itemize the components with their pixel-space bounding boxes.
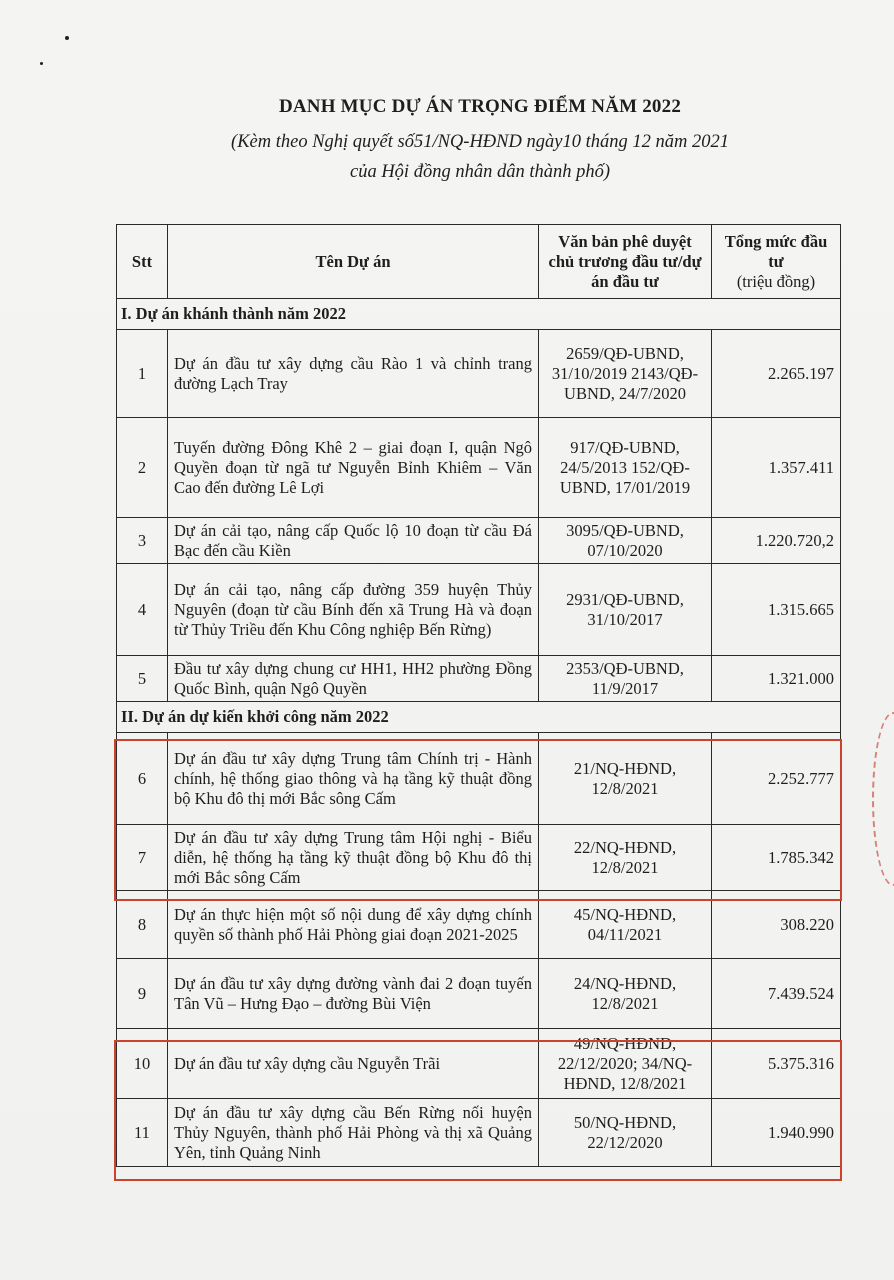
row-name: Dự án cải tạo, nâng cấp đường 359 huyện Thủy Nguyên (đoạn từ cầu Bính đến xã Trung Hà và đoạn từ Thủy Triều đến Khu Công nghiệp Bến Rừng) — [168, 564, 539, 656]
project-table — [116, 224, 841, 1167]
row-stt: 8 — [117, 891, 168, 959]
row-total: 1.785.342 — [712, 825, 841, 891]
row-total: 2.265.197 — [712, 330, 841, 418]
highlight-box-rows-10-11 — [114, 1040, 842, 1181]
header-stt: Stt — [117, 225, 168, 299]
row-approval: 49/NQ-HĐND, 22/12/2020; 34/NQ-HĐND, 12/8/2021 — [539, 1029, 712, 1099]
row-total: 1.315.665 — [712, 564, 841, 656]
table-row — [117, 330, 841, 418]
row-stt: 7 — [117, 825, 168, 891]
table-row — [117, 418, 841, 518]
row-approval: 3095/QĐ-UBND, 07/10/2020 — [539, 518, 712, 564]
row-approval: 2931/QĐ-UBND, 31/10/2017 — [539, 564, 712, 656]
row-stt: 9 — [117, 959, 168, 1029]
section-row — [117, 702, 841, 733]
section-heading-1: I. Dự án khánh thành năm 2022 — [117, 299, 841, 330]
row-stt: 11 — [117, 1099, 168, 1167]
table-row — [117, 959, 841, 1029]
header-total-unit: (triệu đồng) — [736, 271, 816, 291]
row-total: 308.220 — [712, 891, 841, 959]
row-stt: 1 — [117, 330, 168, 418]
row-name: Dự án đầu tư xây dựng cầu Nguyễn Trãi — [168, 1029, 539, 1099]
row-name: Dự án đầu tư xây dựng đường vành đai 2 đoạn tuyến Tân Vũ – Hưng Đạo – đường Bùi Viện — [168, 959, 539, 1029]
row-approval: 917/QĐ-UBND, 24/5/2013 152/QĐ-UBND, 17/01/2019 — [539, 418, 712, 518]
row-name: Dự án đầu tư xây dựng cầu Bến Rừng nối huyện Thủy Nguyên, thành phố Hải Phòng và thị xã Quảng Yên, tỉnh Quảng Ninh — [168, 1099, 539, 1167]
document-subtitle-line2: của Hội đồng nhân dân thành phố) — [349, 162, 610, 182]
row-total: 1.940.990 — [712, 1099, 841, 1167]
row-total: 1.220.720,2 — [712, 518, 841, 564]
row-approval: 24/NQ-HĐND, 12/8/2021 — [539, 959, 712, 1029]
row-stt: 4 — [117, 564, 168, 656]
row-total: 5.375.316 — [712, 1029, 841, 1099]
row-stt: 10 — [117, 1029, 168, 1099]
table-row — [117, 518, 841, 564]
highlight-box-rows-6-7 — [114, 739, 842, 901]
document-title: DANH MỤC DỰ ÁN TRỌNG ĐIỂM NĂM 2022 — [278, 96, 682, 117]
table-header-row — [117, 225, 841, 299]
header-name: Tên Dự án — [168, 225, 539, 299]
header-total — [712, 225, 841, 299]
row-approval: 45/NQ-HĐND, 04/11/2021 — [539, 891, 712, 959]
ink-speck — [65, 36, 69, 40]
section-heading-2: II. Dự án dự kiến khởi công năm 2022 — [117, 702, 841, 733]
section-row — [117, 299, 841, 330]
row-stt: 5 — [117, 656, 168, 702]
row-total: 1.357.411 — [712, 418, 841, 518]
row-approval: 22/NQ-HĐND, 12/8/2021 — [539, 825, 712, 891]
row-name: Đầu tư xây dựng chung cư HH1, HH2 phường Đồng Quốc Bình, quận Ngô Quyền — [168, 656, 539, 702]
red-stamp-edge — [872, 712, 894, 886]
row-name: Dự án đầu tư xây dựng Trung tâm Chính trị - Hành chính, hệ thống giao thông và hạ tầng kỹ thuật đồng bộ Khu đô thị mới Bắc sông Cấm — [168, 733, 539, 825]
row-stt: 6 — [117, 733, 168, 825]
row-total: 7.439.524 — [712, 959, 841, 1029]
row-approval: 21/NQ-HĐND, 12/8/2021 — [539, 733, 712, 825]
row-stt: 2 — [117, 418, 168, 518]
row-total: 2.252.777 — [712, 733, 841, 825]
table-row — [117, 564, 841, 656]
document-subtitle-line1: (Kèm theo Nghị quyết số51/NQ-HĐND ngày10 tháng 12 năm 2021 — [231, 132, 729, 152]
header-total-label: Tổng mức đầu tư — [724, 231, 828, 271]
row-name: Dự án đầu tư xây dựng cầu Rào 1 và chỉnh trang đường Lạch Tray — [168, 330, 539, 418]
table-row — [117, 656, 841, 702]
row-name: Dự án thực hiện một số nội dung để xây dựng chính quyền số thành phố Hải Phòng giai đoạn 2021-2025 — [168, 891, 539, 959]
row-total: 1.321.000 — [712, 656, 841, 702]
row-name: Dự án cải tạo, nâng cấp Quốc lộ 10 đoạn từ cầu Đá Bạc đến cầu Kiền — [168, 518, 539, 564]
row-name: Tuyến đường Đông Khê 2 – giai đoạn I, quận Ngô Quyền đoạn từ ngã tư Nguyễn Bỉnh Khiêm – Văn Cao đến đường Lê Lợi — [168, 418, 539, 518]
row-approval: 2353/QĐ-UBND, 11/9/2017 — [539, 656, 712, 702]
ink-speck — [40, 62, 43, 65]
header-approval: Văn bản phê duyệt chủ trương đầu tư/dự án đầu tư — [539, 225, 712, 299]
row-name: Dự án đầu tư xây dựng Trung tâm Hội nghị - Biểu diễn, hệ thống hạ tầng kỹ thuật đồng bộ Khu đô thị mới Bắc sông Cấm — [168, 825, 539, 891]
row-approval: 50/NQ-HĐND, 22/12/2020 — [539, 1099, 712, 1167]
row-approval: 2659/QĐ-UBND, 31/10/2019 2143/QĐ-UBND, 24/7/2020 — [539, 330, 712, 418]
row-stt: 3 — [117, 518, 168, 564]
